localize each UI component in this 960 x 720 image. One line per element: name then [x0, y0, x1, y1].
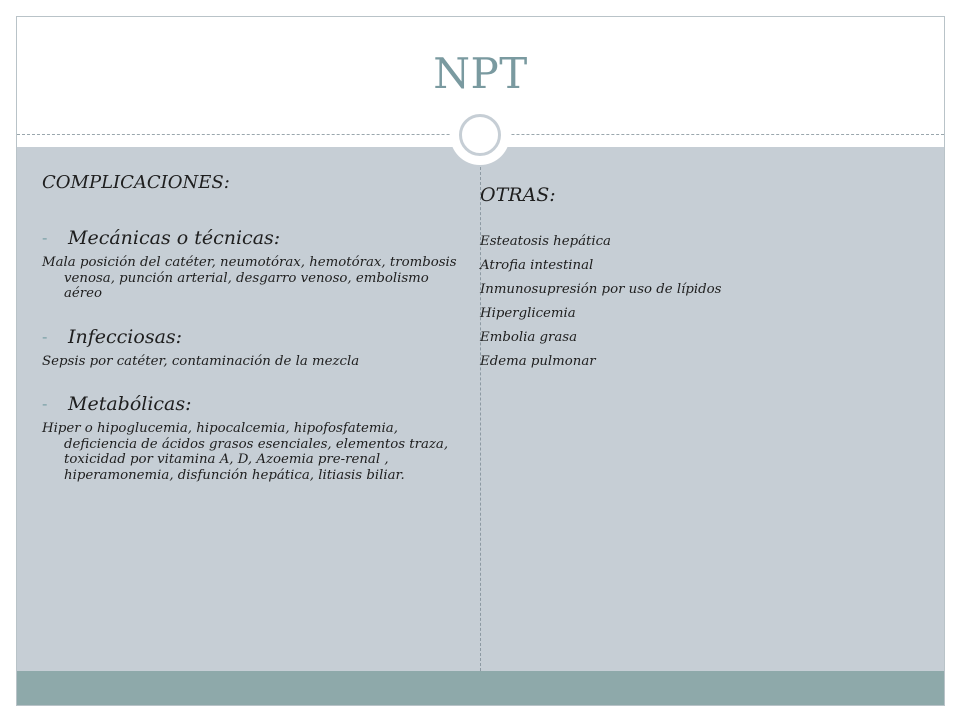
left-column [42, 172, 462, 507]
circle-icon [459, 114, 501, 156]
category-label: Metabólicas: [68, 393, 192, 415]
list-item: Edema pulmonar [480, 354, 596, 369]
list-item: Atrofia intestinal [480, 258, 594, 273]
dash-bullet: - [42, 228, 48, 247]
category-description: Hiper o hipoglucemia, hipocalcemia, hipofosfatemia, deficiencia de ácidos grasos esenciales, elementos traza, toxicidad por vitamina A, D, Azoemia pre-renal , hiperamonemia, disfunción hepática, litiasis biliar. [42, 421, 449, 483]
list-item: Inmunosupresión por uso de lípidos [480, 282, 722, 297]
list-item: Embolia grasa [480, 330, 578, 345]
dash-bullet: - [42, 326, 48, 346]
category-heading-metabolicas [42, 393, 462, 415]
list-item: Hiperglicemia [480, 306, 576, 321]
category-heading-mecanicas [42, 227, 462, 249]
list-item: Esteatosis hepática [480, 234, 611, 249]
dash-bullet: - [42, 394, 48, 413]
footer-bar [17, 671, 944, 705]
category-heading-infecciosas [42, 326, 462, 348]
slide-title: NPT [433, 49, 528, 98]
category-label: Mecánicas o técnicas: [68, 227, 281, 249]
right-heading: OTRAS: [480, 184, 556, 206]
right-column [480, 184, 900, 374]
category-description: Sepsis por catéter, contaminación de la mezcla [42, 353, 360, 369]
category-description: Mala posición del catéter, neumotórax, hemotórax, trombosis venosa, punción arterial, desgarro venoso, embolismo aéreo [42, 255, 457, 301]
left-heading: COMPLICACIONES: [42, 172, 230, 193]
category-label: Infecciosas: [68, 325, 183, 348]
